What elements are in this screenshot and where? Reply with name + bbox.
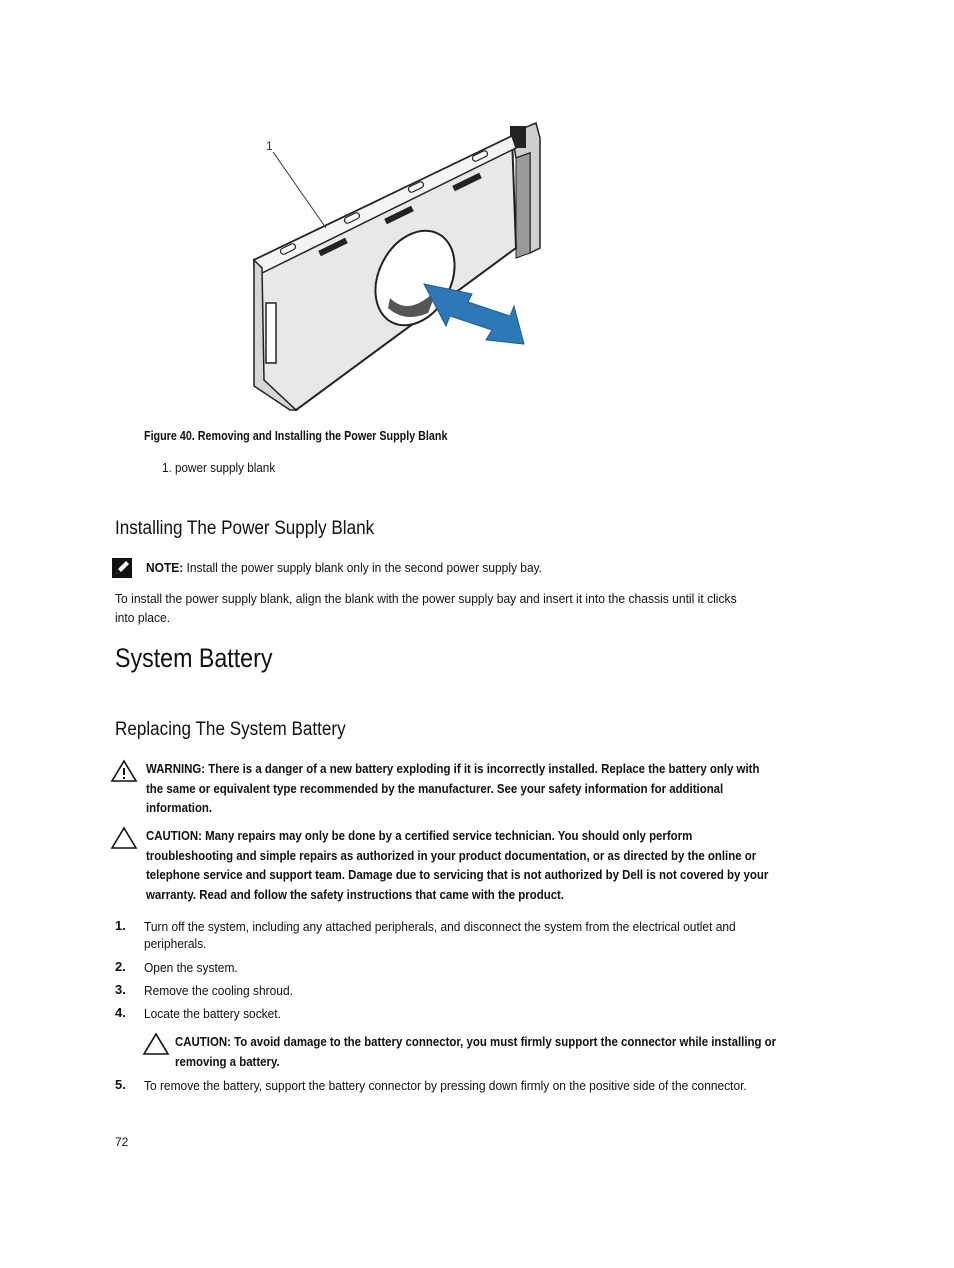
power-supply-blank-illustration [240, 118, 550, 418]
paragraph-line: To install the power supply blank, align the blank with the power supply bay and insert it into the chassis until it clicks [115, 591, 737, 606]
warning-line: information. [146, 800, 213, 815]
step-text: Locate the battery socket. [144, 1006, 281, 1021]
page-title: System Battery [115, 643, 273, 673]
paragraph-line: into place. [115, 610, 171, 625]
step-line: Turn off the system, including any attached peripherals, and disconnect the system from the electrical outlet and [144, 919, 736, 934]
step-number: 2. [115, 959, 126, 974]
page-number: 72 [115, 1135, 129, 1149]
warning-line: WARNING: There is a danger of a new battery exploding if it is incorrectly installed. Replace the battery only with [146, 761, 760, 776]
figure-legend-item: 1. power supply blank [162, 460, 276, 475]
caution-line: telephone service and support team. Damage due to servicing that is not authorized by Dell is not covered by your [146, 867, 769, 882]
warning-icon [110, 759, 138, 788]
note-label: NOTE: [146, 560, 184, 575]
caution-line: warranty. Read and follow the safety instructions that came with the product. [146, 886, 565, 902]
step-number: 5. [115, 1077, 126, 1092]
installing-heading: Installing The Power Supply Blank [115, 518, 375, 539]
caution-icon [110, 826, 138, 855]
step-text: To remove the battery, support the battery connector by pressing down firmly on the positive side of the connector. [144, 1078, 747, 1093]
note-body: Install the power supply blank only in the second power supply bay. [183, 560, 543, 575]
step-number: 1. [115, 918, 126, 933]
figure-caption: Figure 40. Removing and Installing the Power Supply Blank [144, 429, 448, 443]
step-text: Open the system. [144, 960, 238, 975]
power-supply-blank-drawing [240, 118, 550, 418]
note-text [146, 558, 542, 577]
warning-text [146, 759, 759, 818]
replacing-heading: Replacing The System Battery [115, 719, 346, 740]
warning-line: the same or equivalent type recommended by the manufacturer. See your safety information for additional [146, 780, 724, 796]
caution-line: CAUTION: To avoid damage to the battery connector, you must firmly support the connector while installing or [175, 1034, 777, 1049]
caution-line: removing a battery. [175, 1053, 280, 1069]
callout-number: 1 [266, 139, 273, 153]
step-caution-text [175, 1032, 776, 1071]
caution-line: troubleshooting and simple repairs as authorized in your product documentation, or as directed by the online or [146, 847, 757, 863]
step-caution-icon [142, 1032, 170, 1061]
step-line: peripherals. [144, 936, 207, 951]
step-text [144, 918, 736, 952]
note-pencil-icon [112, 558, 132, 578]
step-text: Remove the cooling shroud. [144, 983, 293, 998]
step-number: 3. [115, 982, 126, 997]
installing-paragraph [115, 589, 737, 627]
caution-line: CAUTION: Many repairs may only be done by a certified service technician. You should only perform [146, 828, 693, 843]
caution-text [146, 826, 768, 904]
step-number: 4. [115, 1005, 126, 1020]
